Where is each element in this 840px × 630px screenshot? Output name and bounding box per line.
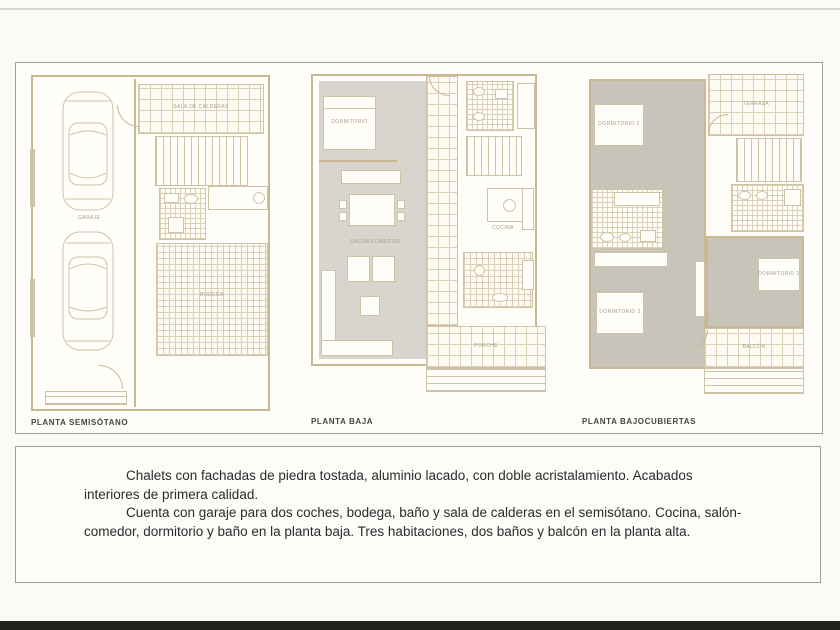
room-bano [159, 188, 206, 240]
bidet [473, 112, 485, 121]
sofa [372, 256, 395, 282]
sofa [321, 340, 393, 356]
bathtub [614, 192, 660, 206]
bidet [756, 191, 768, 200]
kitchen-table-top [503, 199, 516, 212]
zone-dormitorio-1 [706, 236, 804, 328]
dining-table [349, 194, 395, 226]
room-bano [591, 189, 663, 249]
room-label-dormitorio-2: DORMITORIO 2 [598, 121, 640, 127]
plan-label-bajocubiertas: PLANTA BAJOCUBIERTAS [582, 417, 697, 426]
page-top-rule [0, 8, 840, 10]
toilet [738, 191, 751, 200]
shower [168, 217, 184, 233]
wardrobe [594, 252, 668, 267]
room-label-sala-calderas: SALA DE CALDERAS [173, 104, 229, 110]
interior-wall [319, 160, 397, 162]
description-paragraph: Cuenta con garaje para dos coches, bodega, baño y sala de calderas en el semisótano. Cocina, salón-comedor, dormitorio y baño en la planta baja. Tres habitaciones, dos baños y balcón en la planta alta. [84, 505, 742, 539]
chair [339, 200, 347, 209]
wardrobe [695, 261, 705, 317]
room-label-cocina: COCINA [492, 225, 514, 231]
room-bano [731, 184, 804, 232]
terrace-steps [704, 368, 804, 394]
room-label-dormitorio: DORMITORIO [331, 119, 368, 125]
room-label-salon: SALÓN-COMEDOR [350, 239, 400, 245]
description-panel [15, 446, 821, 583]
plan-semisotano [31, 75, 270, 411]
car-icon [57, 229, 119, 353]
sofa [347, 256, 370, 282]
chair [397, 200, 405, 209]
room-label-terraza: TERRAZA [742, 101, 770, 107]
stairs [155, 136, 248, 186]
sideboard [341, 170, 401, 184]
cooktop [492, 293, 508, 302]
entry-steps [45, 391, 127, 405]
description-paragraph: Chalets con fachadas de piedra tostada, aluminio lacado, con doble acristalamiento. Acabados interiores de primera calidad. [84, 468, 693, 502]
toilet [184, 194, 198, 204]
room-label-porche: PORCHE [474, 343, 498, 349]
sink [164, 193, 179, 203]
interior-wall [134, 79, 136, 407]
room-bano [466, 81, 514, 131]
room-label-balcon: BALCÓN [742, 344, 766, 350]
sink [640, 230, 656, 242]
wardrobe [517, 83, 535, 129]
car-icon [57, 89, 119, 213]
page-bottom-bar [0, 621, 840, 630]
coffee-table [360, 296, 380, 316]
room-label-bodega: BODEGA [200, 292, 224, 298]
stairs [466, 136, 522, 176]
kitchen-sink [474, 265, 485, 276]
garage-door [30, 279, 35, 337]
garage-door [30, 149, 35, 207]
porch-steps [426, 368, 546, 392]
chair [397, 212, 405, 221]
room-bodega [156, 243, 268, 356]
room-label-dormitorio-3: DORMITORIO 3 [599, 309, 641, 315]
chair [339, 212, 347, 221]
plan-label-baja: PLANTA BAJA [311, 417, 374, 426]
toilet [473, 87, 485, 96]
stairs [736, 138, 802, 182]
pillow-line [324, 108, 375, 109]
wardrobe [522, 260, 534, 290]
wardrobe [522, 188, 534, 230]
bidet [619, 233, 631, 242]
toilet [600, 232, 614, 242]
boiler [253, 192, 265, 204]
room-label-dormitorio-1: DORMITORIO 1 [758, 271, 800, 277]
room-label-garaje: GARAJE [77, 215, 101, 221]
plan-baja [311, 74, 548, 404]
room-instalaciones [208, 186, 268, 210]
plan-bajocubiertas [586, 74, 821, 406]
floorplans-panel [15, 62, 823, 434]
plan-label-semisotano: PLANTA SEMISÓTANO [31, 418, 129, 427]
hallway [426, 76, 458, 326]
shower [784, 189, 801, 206]
sink [495, 89, 508, 99]
